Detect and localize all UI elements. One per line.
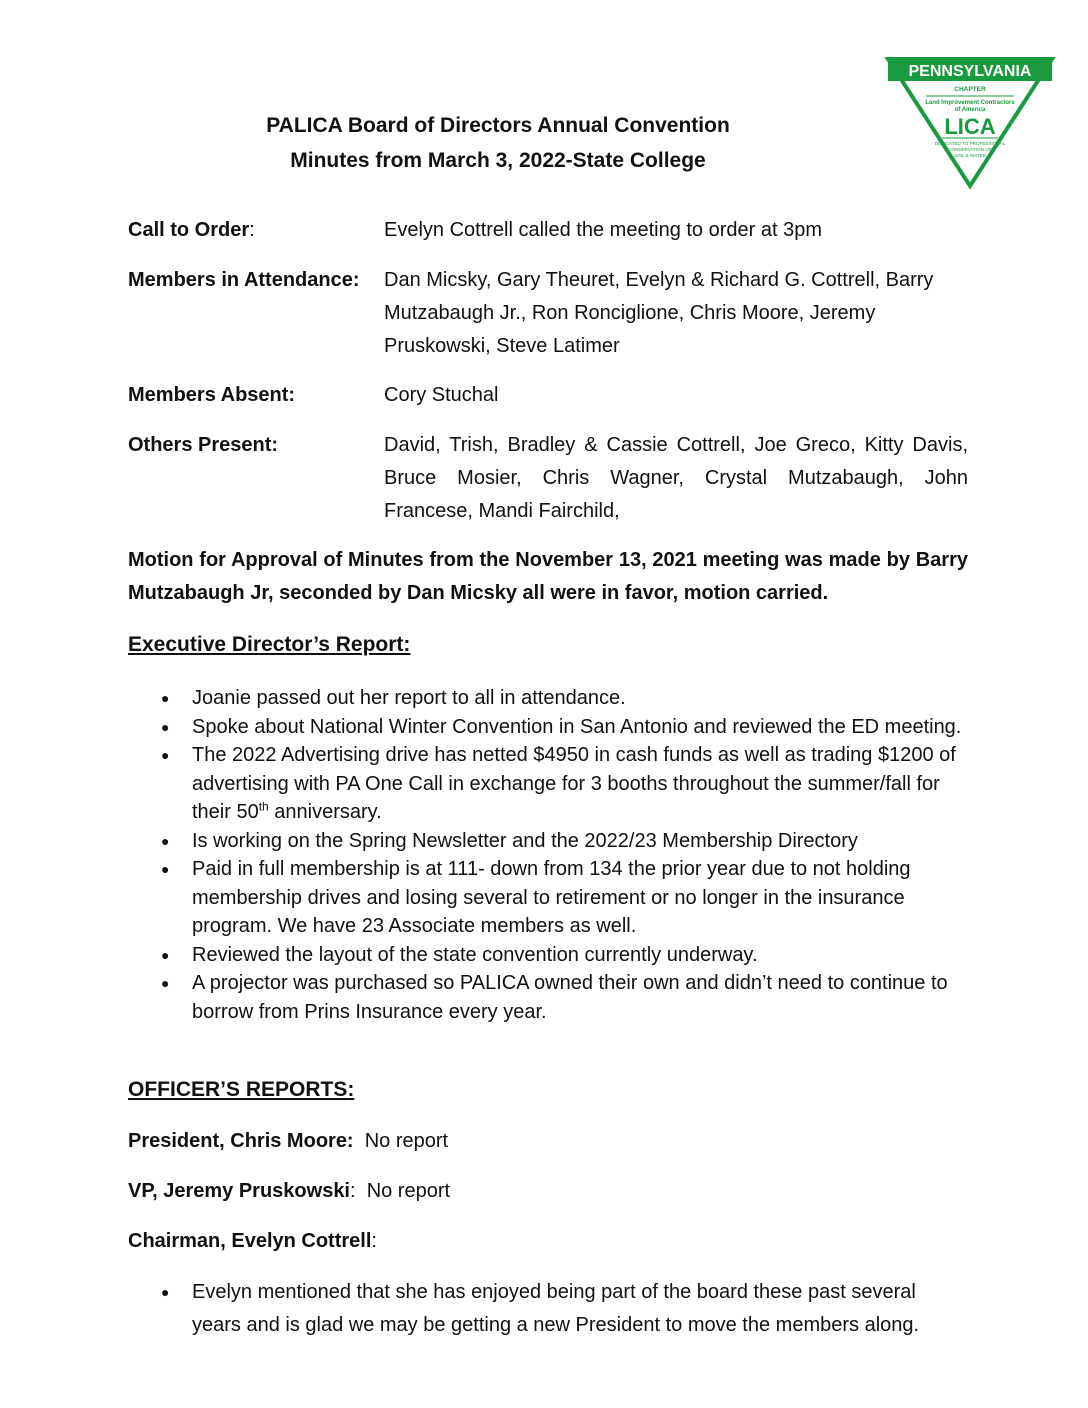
logo-org-line2: of America	[954, 107, 986, 113]
others-value: David, Trish, Bradley & Cassie Cottrell, Joe Greco, Kitty Davis, Bruce Mosier, Chris Wagner, Crystal Mutzabaugh, John Francese, Mandi Fairchild,	[384, 434, 968, 522]
attendance-label: Members in Attendance:	[128, 269, 360, 291]
list-item: ● Spoke about National Winter Convention in San Antonio and reviewed the ED meeting.	[161, 715, 962, 738]
motion-paragraph: Motion for Approval of Minutes from the November 13, 2021 meeting was made by Barry Mutzabaugh Jr, seconded by Dan Micsky all were in favor, motion carried.	[128, 549, 968, 604]
logo-tagline2: CONSERVATION OF	[948, 147, 992, 152]
logo-tagline3: SOIL & WATER	[954, 153, 986, 158]
chairman-label: Chairman, Evelyn Cottrell	[128, 1230, 372, 1252]
list-item: ● Joanie passed out her report to all in attendance.	[161, 687, 626, 709]
vp-report: VP, Jeremy Pruskowski: No report	[128, 1180, 451, 1202]
exec-report-heading: Executive Director’s Report:	[128, 633, 411, 656]
absent-value: Cory Stuchal	[384, 384, 499, 406]
list-item: ● Is working on the Spring Newsletter and the 2022/23 Membership Directory	[161, 829, 858, 852]
list-item: ● Paid in full membership is at 111- down from 134 the prior year due to not holding membership drives and losing several to retirement or no longer in the insurance program. We have 23 Associate members as well.	[161, 858, 911, 937]
attendance-value: Dan Micsky, Gary Theuret, Evelyn & Richard G. Cottrell, Barry Mutzabaugh Jr., Ron Ronciglione, Chris Moore, Jeremy Pruskowski, Steve Latimer	[384, 269, 934, 357]
absent-label: Members Absent:	[128, 384, 296, 406]
president-report	[128, 1126, 448, 1156]
call-to-order-row	[128, 214, 968, 247]
logo-tagline1: DEDICATED TO PROFESSIONAL	[934, 141, 1006, 146]
list-item: ● The 2022 Advertising drive has netted $4950 in cash funds as well as trading $1200 of advertising with PA One Call in exchange for 3 booths throughout the summer/fall for their 50th anniversary.	[161, 744, 956, 823]
superscript: th	[258, 799, 269, 814]
document-subtitle: Minutes from March 3, 2022-State College	[290, 149, 706, 172]
logo-acronym: LICA	[944, 114, 996, 139]
others-row	[128, 429, 968, 528]
call-to-order-value: Evelyn Cottrell called the meeting to order at 3pm	[384, 219, 822, 241]
logo-org-line1: Land Improvement Contractors	[925, 100, 1015, 106]
exec-report-list	[128, 684, 968, 1026]
absent-row	[128, 379, 968, 412]
president-label: President, Chris Moore:	[128, 1130, 354, 1152]
list-item: ● Reviewed the layout of the state convention currently underway.	[161, 943, 758, 966]
list-item: ● Evelyn mentioned that she has enjoyed being part of the board these past several years and is glad we may be getting a new President to move the members along.	[161, 1281, 920, 1336]
vp-label: VP, Jeremy Pruskowski	[128, 1180, 350, 1202]
chairman-list	[128, 1276, 968, 1342]
chairman-report: Chairman, Evelyn Cottrell:	[128, 1230, 377, 1252]
vp-value: No report	[366, 1180, 451, 1202]
list-item: ● A projector was purchased so PALICA owned their own and didn’t need to continue to borrow from Prins Insurance every year.	[161, 972, 948, 1023]
attendance-row	[128, 264, 968, 363]
document-title: PALICA Board of Directors Annual Convention	[266, 114, 730, 137]
logo-chapter: CHAPTER	[954, 86, 986, 93]
officers-heading: OFFICER’S REPORTS:	[128, 1078, 355, 1101]
logo-state: PENNSYLVANIA	[908, 63, 1032, 80]
call-to-order-label: Call to Order:	[128, 219, 255, 241]
others-label: Others Present:	[128, 434, 279, 456]
president-value: No report	[364, 1130, 449, 1152]
